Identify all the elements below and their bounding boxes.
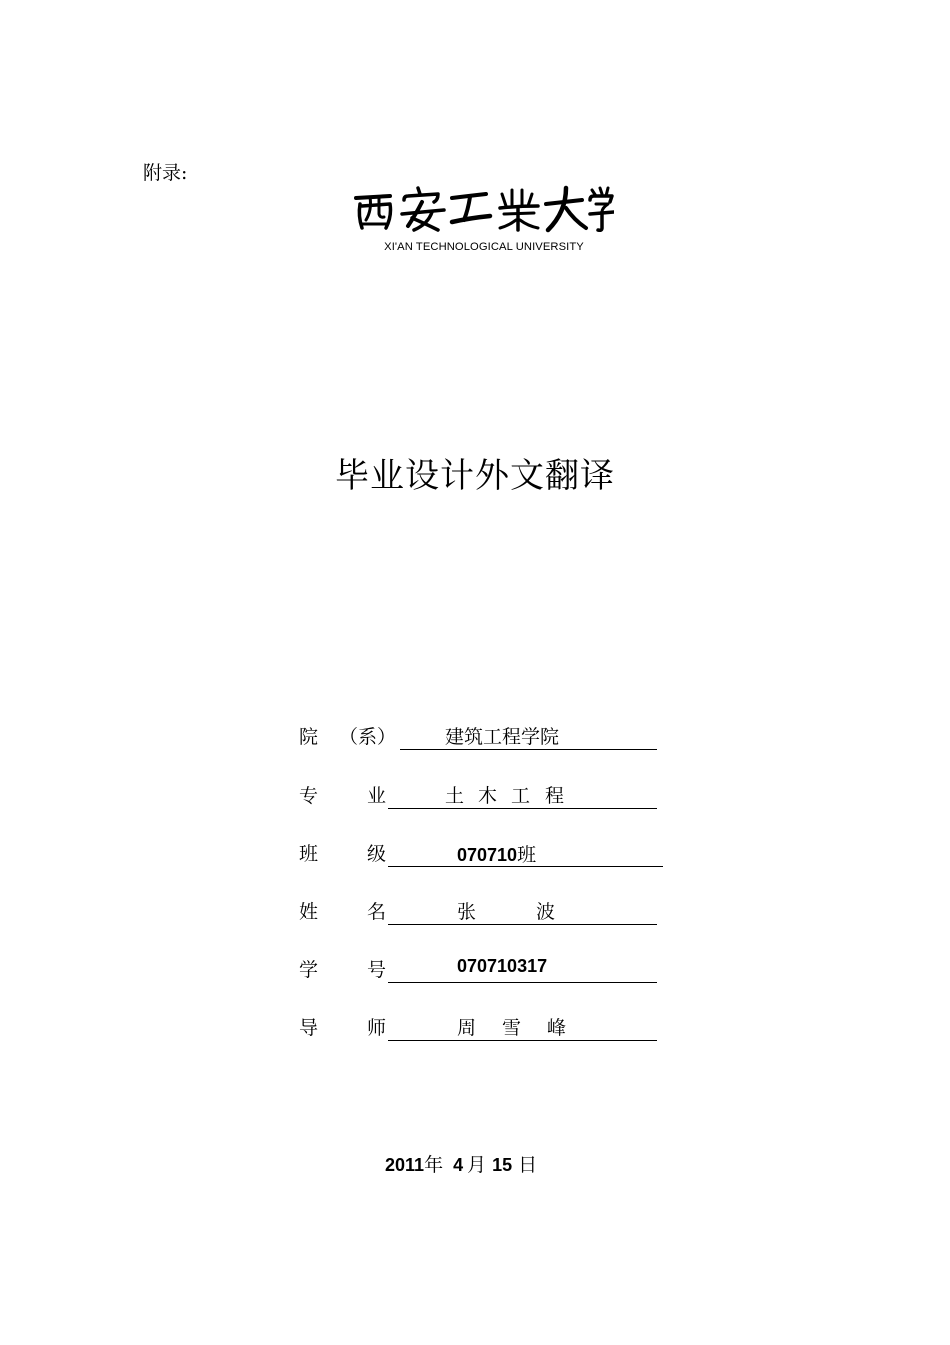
field-value: 070710317	[457, 956, 548, 976]
field-label: 师	[367, 1017, 387, 1039]
field-label: 名	[367, 901, 387, 923]
field-label: （系）	[339, 726, 397, 748]
field-value: 土	[445, 785, 465, 807]
field-label: 级	[367, 843, 387, 865]
date-day: 15	[492, 1155, 513, 1175]
field-underline	[388, 808, 657, 809]
university-logo-english: XI'AN TECHNOLOGICAL UNIVERSITY	[384, 241, 584, 253]
field-label: 学	[299, 959, 319, 981]
field-value: 周	[457, 1017, 477, 1039]
field-underline	[388, 982, 657, 983]
field-underline	[400, 749, 657, 750]
field-label: 导	[299, 1017, 319, 1039]
field-label: 号	[367, 959, 387, 981]
field-value: 工	[511, 785, 531, 807]
appendix-label: 附录:	[143, 162, 188, 184]
date-year: 2011	[385, 1155, 425, 1175]
field-label: 专	[299, 785, 319, 807]
field-value: 070710班	[457, 844, 537, 866]
field-value: 张	[457, 901, 477, 923]
document-title: 毕业设计外文翻译	[335, 456, 615, 496]
date-month: 4	[453, 1155, 464, 1175]
field-label: 姓	[299, 901, 319, 923]
field-value: 波	[536, 901, 556, 923]
field-value: 建筑工程学院	[445, 726, 560, 748]
university-logo	[352, 184, 614, 256]
document-date: 2011年 4 月 15 日	[385, 1154, 538, 1176]
field-underline	[388, 924, 657, 925]
university-logo-calligraphy	[352, 184, 614, 234]
field-label: 业	[367, 785, 387, 807]
field-value: 木	[478, 785, 498, 807]
field-underline	[388, 1040, 657, 1041]
field-value: 雪	[502, 1017, 522, 1039]
field-label: 班	[299, 843, 319, 865]
field-value: 峰	[547, 1017, 567, 1039]
field-value: 程	[545, 785, 565, 807]
field-label: 院	[299, 726, 319, 748]
